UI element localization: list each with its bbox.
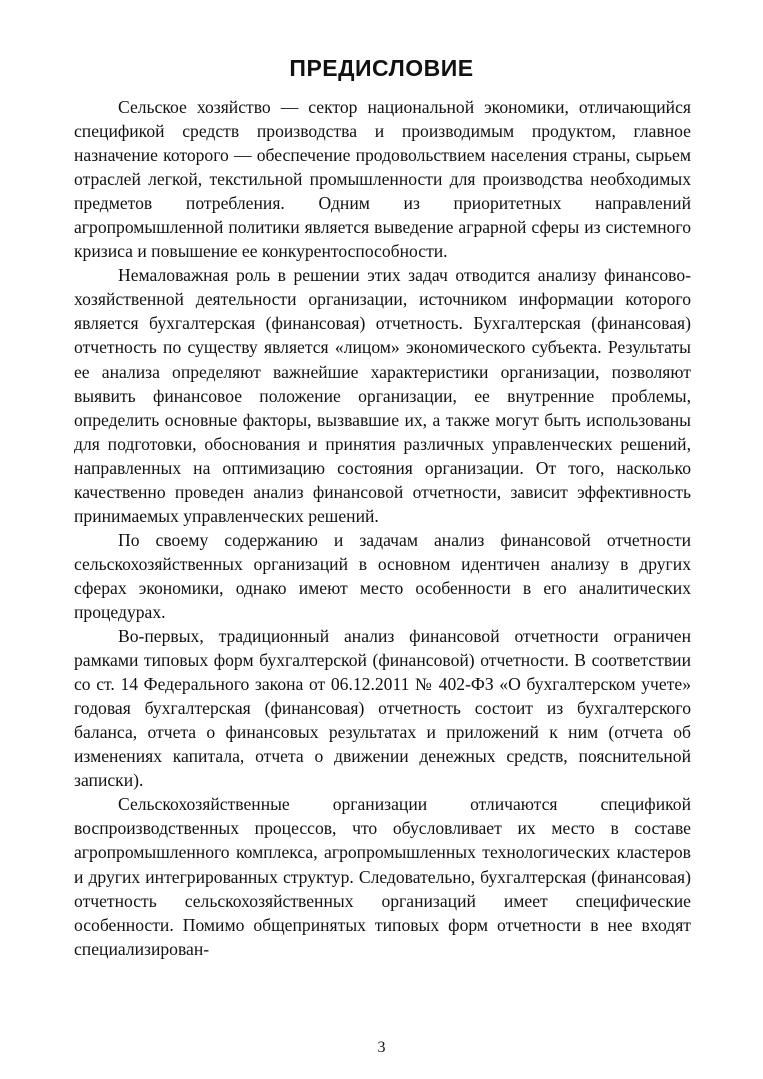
body-text — [74, 95, 691, 961]
paragraph-3: По своему содержанию и задачам анализ финансовой отчетности сельскохозяйственных организаций в основном идентичен анализу в других сферах экономики, однако имеют место особенности в его аналитических процедурах. — [74, 529, 691, 622]
paragraph-4: Во-первых, традиционный анализ финансовой отчетности ограничен рамками типовых форм бухгалтерской (финансовой) отчетности. В соответствии со ст. 14 Федерального закона от 06.12.2011 № 402-ФЗ «О бухгалтерском учете» годовая бухгалтерская (финансовая) отчетность состоит из бухгалтерского баланса, отчета о финансовых результатах и приложений к ним (отчета об изменениях капитала, отчета о движении денежных средств, пояснительной записки). — [74, 626, 691, 791]
paragraph-5: Сельскохозяйственные организации отличаются спецификой воспроизводственных процессов, что обусловливает их место в составе агропромышленного комплекса, агропромышленных технологических кластеров и других интегрированных структур. Следовательно, бухгалтерская (финансовая) отчетность сельскохозяйственных организаций имеет специфические особенности. Помимо общепринятых типовых форм отчетности в нее входят специализирован- — [74, 794, 691, 959]
page-number: 3 — [377, 1039, 386, 1056]
paragraph-1: Сельское хозяйство — сектор национальной экономики, отличающийся спецификой средств производства и производимым продуктом, главное назначение которого — обеспечение продовольствием населения страны, сырьем отраслей легкой, текстильной промышленности для производства необходимых предметов потребления. Одним из приоритетных направлений агропромышленной политики является выведение аграрной сферы из системного кризиса и повышение ее конкурентоспособности. — [74, 97, 691, 262]
paragraph-2: Немаловажная роль в решении этих задач отводится анализу финансово-хозяйственной деятельности организации, источником информации которого является бухгалтерская (финансовая) отчетность. Бухгалтерская (финансовая) отчетность по существу является «лицом» экономического субъекта. Результаты ее анализа определяют важнейшие характеристики организации, позволяют выявить финансовое положение организации, ее внутренние проблемы, определить основные факторы, вызвавшие их, а также могут быть использованы для подготовки, обоснования и принятия различных управленческих решений, направленных на оптимизацию состояния организации. От того, насколько качественно проведен анализ финансовой отчетности, зависит эффективность принимаемых управленческих решений. — [74, 265, 691, 526]
page-title: ПРЕДИСЛОВИЕ — [289, 55, 474, 81]
